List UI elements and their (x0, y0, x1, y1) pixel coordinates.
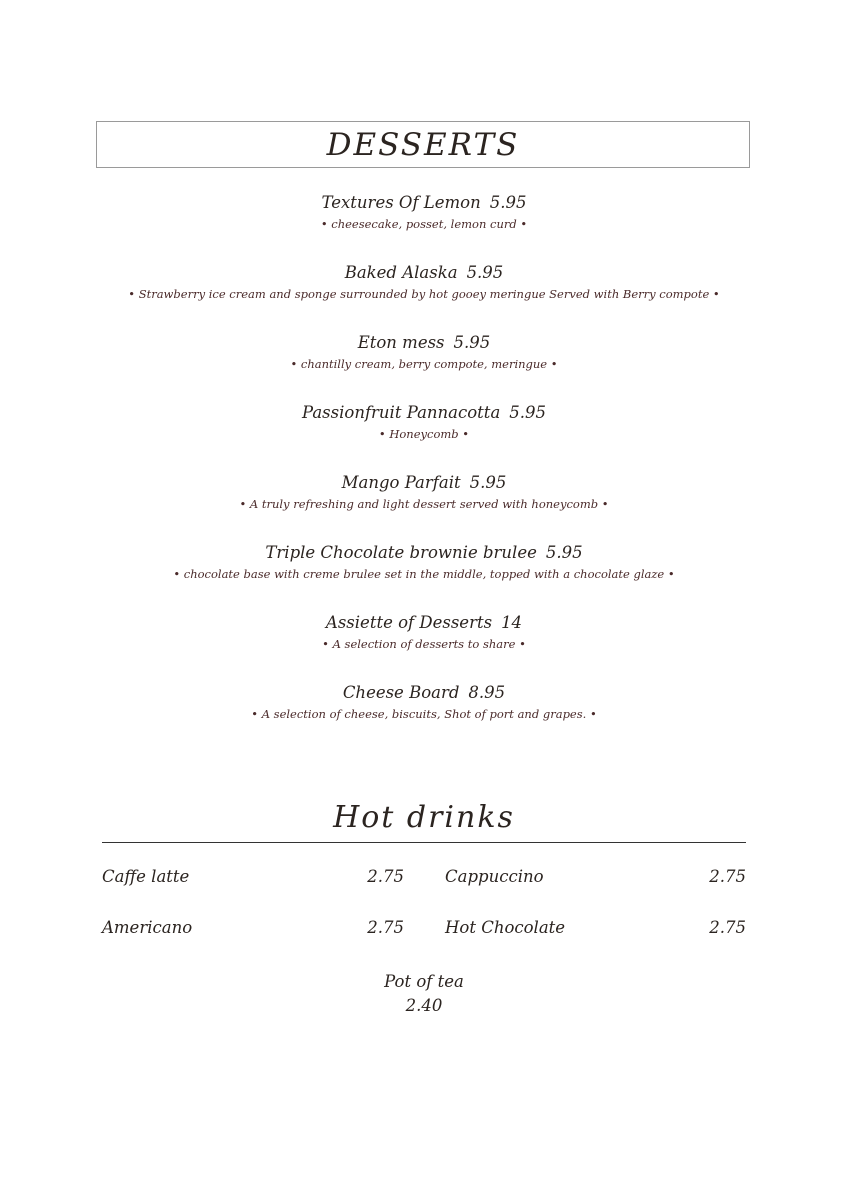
desserts-heading: DESSERTS (326, 126, 520, 163)
desserts-list (0, 190, 848, 750)
dessert-item (0, 610, 848, 680)
dessert-item (0, 190, 848, 260)
dessert-price: 5.95 (509, 403, 547, 422)
dessert-item (0, 470, 848, 540)
dessert-name: Baked Alaska (344, 263, 458, 282)
dessert-description: • chantilly cream, berry compote, meringue • (290, 357, 558, 371)
dessert-price: 5.95 (469, 473, 507, 492)
dessert-name: Textures Of Lemon (321, 193, 481, 212)
drink-price: 2.75 (367, 867, 404, 886)
drink-name: Americano (102, 918, 193, 937)
dessert-price: 8.95 (468, 683, 506, 702)
drink-item (445, 867, 746, 891)
drink-price: 2.75 (367, 918, 404, 937)
tea-item (0, 970, 848, 1018)
hot-drinks-heading: Hot drinks (333, 800, 515, 835)
hot-drinks-divider (102, 842, 746, 843)
dessert-name: Cheese Board (342, 683, 460, 702)
dessert-description: • A selection of cheese, biscuits, Shot of port and grapes. • (251, 707, 597, 721)
tea-price: 2.40 (405, 996, 443, 1015)
drink-price: 2.75 (709, 867, 746, 886)
drink-item (102, 867, 404, 891)
dessert-price: 5.95 (466, 263, 504, 282)
drink-item (445, 918, 746, 942)
drink-name: Hot Chocolate (445, 918, 566, 937)
drink-name: Cappuccino (445, 867, 544, 886)
dessert-item (0, 400, 848, 470)
dessert-item (0, 330, 848, 400)
desserts-title-box (96, 121, 750, 168)
dessert-description: • chocolate base with creme brulee set in the middle, topped with a chocolate glaze • (173, 567, 675, 581)
dessert-description: • A truly refreshing and light dessert served with honeycomb • (239, 497, 609, 511)
drink-name: Caffe latte (102, 867, 190, 886)
dessert-price: 14 (501, 613, 523, 632)
tea-name: Pot of tea (384, 972, 464, 991)
dessert-item (0, 540, 848, 610)
dessert-name: Assiette of Desserts (325, 613, 493, 632)
dessert-name: Passionfruit Pannacotta (301, 403, 501, 422)
dessert-price: 5.95 (453, 333, 491, 352)
dessert-description: • Honeycomb • (378, 427, 470, 441)
drink-item (102, 918, 404, 942)
dessert-price: 5.95 (545, 543, 583, 562)
drink-price: 2.75 (709, 918, 746, 937)
dessert-description: • Strawberry ice cream and sponge surrounded by hot gooey meringue Served with Berry compote • (128, 287, 720, 301)
dessert-name: Mango Parfait (341, 473, 461, 492)
dessert-item (0, 260, 848, 330)
dessert-price: 5.95 (489, 193, 527, 212)
dessert-description: • cheesecake, posset, lemon curd • (320, 217, 528, 231)
dessert-name: Eton mess (357, 333, 445, 352)
dessert-item (0, 680, 848, 750)
dessert-description: • A selection of desserts to share • (322, 637, 526, 651)
dessert-name: Triple Chocolate brownie brulee (265, 543, 537, 562)
